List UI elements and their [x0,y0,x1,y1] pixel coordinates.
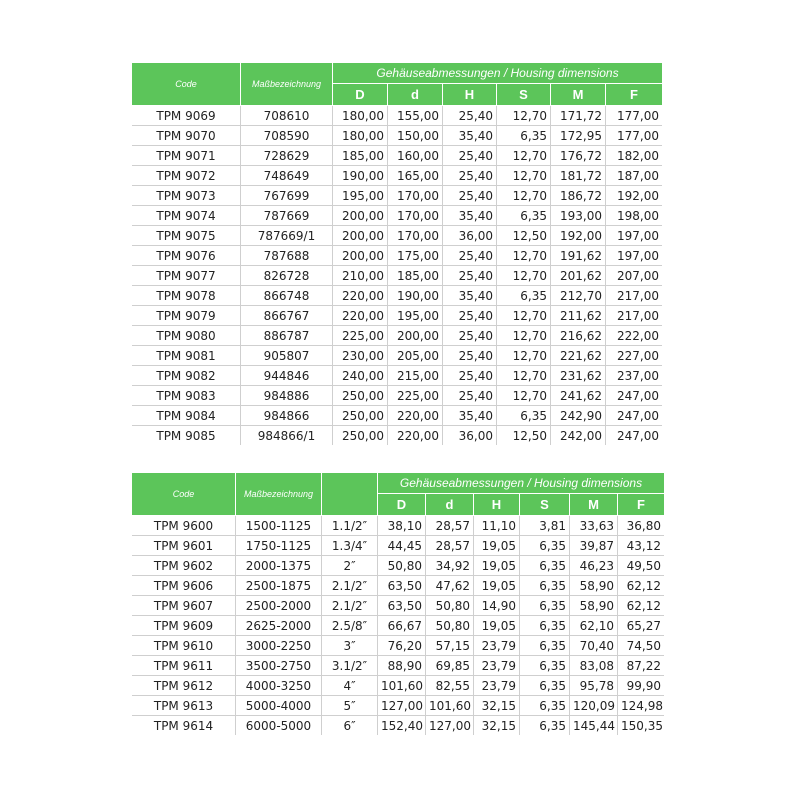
table-cell: 23,79 [474,636,520,656]
table-cell: TPM 9076 [132,246,241,266]
table-cell: 120,09 [570,696,618,716]
table-cell: 62,12 [618,596,664,616]
table-cell: 127,00 [378,696,426,716]
table-cell: 43,12 [618,536,664,556]
table-cell: 200,00 [388,326,443,346]
table-cell: 35,40 [443,286,497,306]
housing-dimensions-table-tpm-9600 [132,473,664,735]
table-cell: 200,00 [333,226,388,246]
table-cell: 170,00 [388,206,443,226]
table-cell: 58,90 [570,576,618,596]
table-cell: 25,40 [443,146,497,166]
table-cell: TPM 9072 [132,166,241,186]
table-cell: 11,10 [474,516,520,536]
table-cell: 192,00 [606,186,662,206]
table-row [132,386,662,406]
table-row [132,516,664,536]
table-cell: 12,70 [497,306,551,326]
table-cell: 6″ [322,716,378,735]
table-cell: 19,05 [474,576,520,596]
table-cell: 2625-2000 [236,616,322,636]
table-cell: 225,00 [388,386,443,406]
table-cell: 250,00 [333,406,388,426]
table-cell: 101,60 [378,676,426,696]
table-cell: 866767 [241,306,333,326]
table-cell: 12,50 [497,226,551,246]
table-cell: 1.1/2″ [322,516,378,536]
table-cell: 82,55 [426,676,474,696]
table-cell: 250,00 [333,426,388,445]
table-cell: 905807 [241,346,333,366]
table-cell: 6,35 [520,556,570,576]
table-cell: 3500-2750 [236,656,322,676]
table-cell: 242,00 [551,426,606,445]
table-row [132,306,662,326]
table-cell: 171,72 [551,106,606,126]
table-cell: 3″ [322,636,378,656]
table-cell: 221,62 [551,346,606,366]
table-cell: 70,40 [570,636,618,656]
table-cell: 728629 [241,146,333,166]
header-col-H: H [443,84,497,106]
table-cell: 127,00 [426,716,474,735]
table-row [132,246,662,266]
table-row [132,106,662,126]
table-cell: 205,00 [388,346,443,366]
table-cell: 36,80 [618,516,664,536]
table-cell: 220,00 [388,406,443,426]
table-cell: 886787 [241,326,333,346]
table-cell: 2.1/2″ [322,596,378,616]
table-cell: 185,00 [333,146,388,166]
table-cell: TPM 9069 [132,106,241,126]
table-cell: 47,62 [426,576,474,596]
table-cell: TPM 9082 [132,366,241,386]
table-cell: 220,00 [333,286,388,306]
header-col-d: d [426,494,474,516]
table-cell: 247,00 [606,386,662,406]
table-cell: 63,50 [378,576,426,596]
table-cell: TPM 9080 [132,326,241,346]
table-cell: 32,15 [474,716,520,735]
table-row [132,266,662,286]
table-cell: 36,00 [443,426,497,445]
table-cell: 190,00 [333,166,388,186]
table-cell: 6,35 [497,286,551,306]
table-cell: 87,22 [618,656,664,676]
table-cell: 944846 [241,366,333,386]
table-cell: 211,62 [551,306,606,326]
table-cell: 19,05 [474,556,520,576]
table-cell: 124,98 [618,696,664,716]
table-cell: TPM 9073 [132,186,241,206]
table-cell: 35,40 [443,406,497,426]
table-cell: 5000-4000 [236,696,322,716]
table-cell: TPM 9614 [132,716,236,735]
table-cell: 6,35 [520,636,570,656]
table-cell: 186,72 [551,186,606,206]
table-cell: 145,44 [570,716,618,735]
table-cell: 198,00 [606,206,662,226]
table-cell: TPM 9600 [132,516,236,536]
table-cell: 150,35 [621,718,663,733]
table-cell: 175,00 [388,246,443,266]
header-size-designation: Maßbezeichnung [241,63,333,106]
table-cell: 12,70 [497,386,551,406]
table-cell: 3000-2250 [236,636,322,656]
table-cell: 241,62 [551,386,606,406]
header-code: Code [132,63,241,106]
header-col-D: D [378,494,426,516]
table-cell: 12,70 [497,146,551,166]
header-col-S: S [497,84,551,106]
table-cell: 177,00 [606,106,662,126]
table-cell: 65,27 [618,616,664,636]
table-cell: 176,72 [551,146,606,166]
table-cell: 6,35 [520,716,570,735]
header-col-F: F [606,84,662,106]
table-cell: 6,35 [520,596,570,616]
table-cell: 2.5/8″ [322,616,378,636]
table-cell: 2500-1875 [236,576,322,596]
table-cell: 787688 [241,246,333,266]
table-cell: 984866/1 [241,426,333,445]
table-cell: 23,79 [474,676,520,696]
table-cell: 2500-2000 [236,596,322,616]
table-cell: 5″ [322,696,378,716]
table-body [132,516,664,735]
table-cell: TPM 9081 [132,346,241,366]
table-cell: 28,57 [426,516,474,536]
table-cell: 25,40 [443,186,497,206]
table-cell: 192,00 [551,226,606,246]
table-row [132,596,664,616]
header-housing-dimensions: Gehäuseabmessungen / Housing dimensions [333,63,662,84]
table-cell: 74,50 [618,636,664,656]
table-cell: 25,40 [443,266,497,286]
header-col-M: M [570,494,618,516]
table-cell: 180,00 [333,126,388,146]
table-cell: 50,80 [426,596,474,616]
table-row [132,656,664,676]
table-cell: 2000-1375 [236,556,322,576]
table-cell: 217,00 [606,306,662,326]
table-cell: 242,90 [551,406,606,426]
table-cell: 46,23 [570,556,618,576]
table-cell: 210,00 [333,266,388,286]
table-cell: 25,40 [443,306,497,326]
header-inch-size [322,473,378,516]
table-cell: 185,00 [388,266,443,286]
table-cell: 3.1/2″ [322,656,378,676]
table-cell: 28,57 [426,536,474,556]
table-cell: 708590 [241,126,333,146]
table-cell: 83,08 [570,656,618,676]
table-cell: 2″ [322,556,378,576]
table-cell: TPM 9085 [132,426,241,445]
table-cell: 826728 [241,266,333,286]
table-cell: 62,10 [570,616,618,636]
table-cell: 34,92 [426,556,474,576]
table-row [132,716,664,735]
table-cell: 787669/1 [241,226,333,246]
table-cell: 38,10 [378,516,426,536]
table-cell: 44,45 [378,536,426,556]
table-cell: 150,00 [388,126,443,146]
table-cell: 3,81 [520,516,570,536]
table-cell: 152,40 [378,716,426,735]
table-cell: 748649 [241,166,333,186]
table-cell: 12,70 [497,326,551,346]
table-cell: 180,00 [333,106,388,126]
table-cell: 4″ [322,676,378,696]
table-cell: 1.3/4″ [322,536,378,556]
table-cell: 6000-5000 [236,716,322,735]
table-cell: 220,00 [333,306,388,326]
table-cell: 172,95 [551,126,606,146]
table-row [132,556,664,576]
table-cell: TPM 9070 [132,126,241,146]
table-cell: 14,90 [474,596,520,616]
table-cell: TPM 9077 [132,266,241,286]
table-cell: 182,00 [606,146,662,166]
table-cell: 767699 [241,186,333,206]
table-cell: 12,70 [497,186,551,206]
table-cell: 76,20 [378,636,426,656]
table-cell: 181,72 [551,166,606,186]
table-cell: TPM 9071 [132,146,241,166]
housing-dimensions-table-tpm-9000 [132,63,662,445]
table-cell: 197,00 [606,246,662,266]
table-cell: 25,40 [443,326,497,346]
table-cell: 177,00 [606,126,662,146]
table-row [132,166,662,186]
table-cell: 215,00 [388,366,443,386]
table-row [132,636,664,656]
table-cell: 207,00 [606,266,662,286]
table-cell: TPM 9613 [132,696,236,716]
table-cell: 12,70 [497,346,551,366]
table-cell: 36,00 [443,226,497,246]
table-cell: TPM 9074 [132,206,241,226]
table-cell: 39,87 [570,536,618,556]
header-col-F: F [618,494,664,516]
table-cell: 787669 [241,206,333,226]
table-cell: 187,00 [606,166,662,186]
table-cell: 225,00 [333,326,388,346]
table-cell: 50,80 [426,616,474,636]
table-cell: 2.1/2″ [322,576,378,596]
table-cell: 195,00 [333,186,388,206]
header-size-designation: Maßbezeichnung [236,473,322,516]
table-cell: TPM 9610 [132,636,236,656]
table-cell: 25,40 [443,346,497,366]
table-cell: 88,90 [378,656,426,676]
table-cell: 32,15 [474,696,520,716]
table-row [132,616,664,636]
table-row [132,346,662,366]
table-cell: 6,35 [520,536,570,556]
table-cell: TPM 9078 [132,286,241,306]
header-col-M: M [551,84,606,106]
table-cell: 191,62 [551,246,606,266]
table-cell: 6,35 [497,206,551,226]
header-col-H: H [474,494,520,516]
table-cell: 6,35 [520,676,570,696]
table-cell: 155,00 [388,106,443,126]
table-cell: 50,80 [378,556,426,576]
table-cell: 193,00 [551,206,606,226]
table-cell: TPM 9612 [132,676,236,696]
table-cell: 12,70 [497,366,551,386]
table-cell: 95,78 [570,676,618,696]
table-cell: 99,90 [618,676,664,696]
table-cell: 190,00 [388,286,443,306]
table-cell: 63,50 [378,596,426,616]
table-cell: 12,70 [497,246,551,266]
table-cell: 33,63 [570,516,618,536]
table-row [132,126,662,146]
table-cell: TPM 9609 [132,616,236,636]
table-row [132,576,664,596]
table-cell: 195,00 [388,306,443,326]
table-cell: 12,70 [497,266,551,286]
table-cell: 200,00 [333,246,388,266]
header-housing-dimensions: Gehäuseabmessungen / Housing dimensions [378,473,664,494]
table-cell: 237,00 [606,366,662,386]
table-cell: 6,35 [520,656,570,676]
table-cell: 212,70 [551,286,606,306]
table-cell: 12,70 [497,106,551,126]
table-cell: TPM 9083 [132,386,241,406]
header-code: Code [132,473,236,516]
table-cell: TPM 9611 [132,656,236,676]
table-cell: 19,05 [474,536,520,556]
table-cell: 66,67 [378,616,426,636]
header-col-D: D [333,84,388,106]
table-cell: 217,00 [606,286,662,306]
table-cell: TPM 9607 [132,596,236,616]
table-cell: 160,00 [388,146,443,166]
table-row [132,146,662,166]
table-row [132,676,664,696]
table-cell: 201,62 [551,266,606,286]
table-row [132,226,662,246]
table-cell: 58,90 [570,596,618,616]
table-cell: 220,00 [388,426,443,445]
table-cell: 230,00 [333,346,388,366]
table-cell: 49,50 [618,556,664,576]
table-cell: 23,79 [474,656,520,676]
table-cell: 25,40 [443,166,497,186]
table-cell: 200,00 [333,206,388,226]
table-row [132,696,664,716]
table-row [132,366,662,386]
table-body [132,106,662,445]
table-cell: 69,85 [426,656,474,676]
table-cell: 25,40 [443,386,497,406]
table-cell: 247,00 [617,428,659,443]
table-cell: 12,50 [497,426,551,445]
table-cell: 227,00 [606,346,662,366]
table-cell: 6,35 [520,616,570,636]
table-cell: 247,00 [606,406,662,426]
table-cell: 6,35 [520,576,570,596]
table-row [132,426,662,445]
table-cell: TPM 9075 [132,226,241,246]
header-col-d: d [388,84,443,106]
table-cell: 62,12 [618,576,664,596]
table-cell: TPM 9084 [132,406,241,426]
table-cell: 19,05 [474,616,520,636]
table-cell: 35,40 [443,126,497,146]
table-cell: 4000-3250 [236,676,322,696]
table-cell: 57,15 [426,636,474,656]
table-cell: 240,00 [333,366,388,386]
table-row [132,536,664,556]
table-cell: 216,62 [551,326,606,346]
table-cell: 197,00 [606,226,662,246]
table-cell: 165,00 [388,166,443,186]
table-cell: 25,40 [443,106,497,126]
table-cell: 984866 [241,406,333,426]
table-cell: 231,62 [551,366,606,386]
table-cell: 708610 [241,106,333,126]
table-cell: 6,35 [497,126,551,146]
table-cell: 12,70 [497,166,551,186]
table-row [132,326,662,346]
header-col-S: S [520,494,570,516]
table-row [132,286,662,306]
table-cell: TPM 9601 [132,536,236,556]
table-cell: 101,60 [426,696,474,716]
table-cell: 25,40 [443,246,497,266]
table-cell: 6,35 [497,406,551,426]
table-cell: 170,00 [388,186,443,206]
table-cell: 170,00 [388,226,443,246]
table-cell: 6,35 [520,696,570,716]
table-cell: 250,00 [333,386,388,406]
table-cell: TPM 9079 [132,306,241,326]
table-row [132,206,662,226]
table-row [132,406,662,426]
table-cell: 222,00 [606,326,662,346]
table-cell: 866748 [241,286,333,306]
table-cell: 984886 [241,386,333,406]
table-cell: 1750-1125 [236,536,322,556]
table-cell: 35,40 [443,206,497,226]
table-cell: TPM 9602 [132,556,236,576]
table-cell: 1500-1125 [236,516,322,536]
table-cell: TPM 9606 [132,576,236,596]
table-cell: 25,40 [443,366,497,386]
table-row [132,186,662,206]
